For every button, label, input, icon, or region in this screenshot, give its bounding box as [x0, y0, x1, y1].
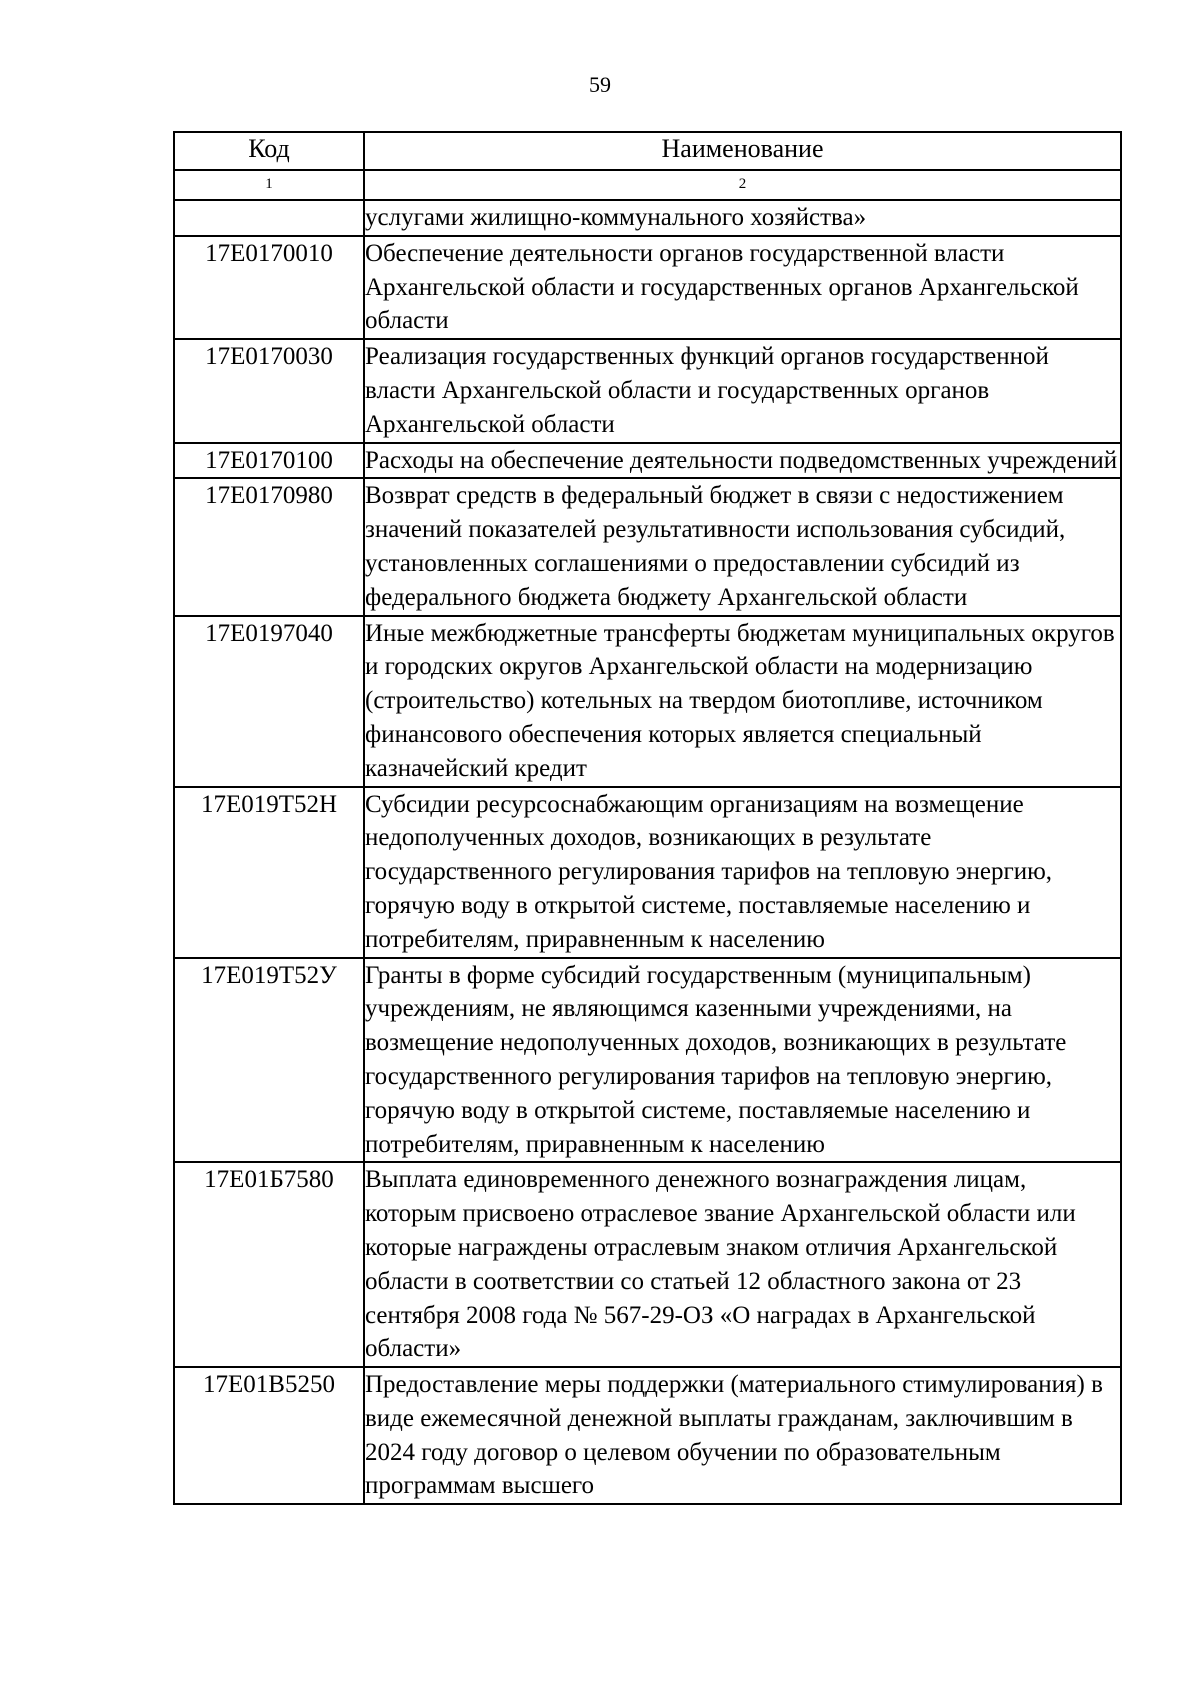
table-row [174, 443, 1121, 479]
row-code: 17Е0170010 [174, 236, 364, 339]
row-code: 17Е0170030 [174, 339, 364, 442]
row-code: 17Е0197040 [174, 616, 364, 787]
table-row [174, 478, 1121, 615]
row-code: 17Е0170100 [174, 443, 364, 479]
table-row [174, 616, 1121, 787]
table-header-row [174, 132, 1121, 170]
row-name: Возврат средств в федеральный бюджет в связи с недостижением значений показателей результативности использования субсидий, установленных соглашениями о предоставлении субсидий из федерального бюджета бюджету Архангельской области [364, 478, 1121, 615]
table-row [174, 1367, 1121, 1504]
table-row [174, 236, 1121, 339]
table-row [174, 787, 1121, 958]
row-code: 17Е019Т52Н [174, 787, 364, 958]
table-row [174, 1162, 1121, 1367]
table-row [174, 200, 1121, 236]
table-row [174, 339, 1121, 442]
row-name: Выплата единовременного денежного вознаграждения лицам, которым присвоено отраслевое звание Архангельской области или которые награждены отраслевым знаком отличия Архангельской области в соответствии со статьей 12 областного закона от 23 сентября 2008 года № 567-29-ОЗ «О наградах в Архангельской области» [364, 1162, 1121, 1367]
row-code: 17Е01В5250 [174, 1367, 364, 1504]
row-name: Гранты в форме субсидий государственным (муниципальным) учреждениям, не являющимся казенными учреждениями, на возмещение недополученных доходов, возникающих в результате государственного регулирования тарифов на тепловую энергию, горячую воду в открытой системе, поставляемые населению и потребителям, приравненным к населению [364, 958, 1121, 1163]
table-row [174, 958, 1121, 1163]
row-name: услугами жилищно-коммунального хозяйства» [364, 200, 1121, 236]
budget-codes-table [173, 131, 1122, 1505]
row-name: Субсидии ресурсоснабжающим организациям на возмещение недополученных доходов, возникающих в результате государственного регулирования тарифов на тепловую энергию, горячую воду в открытой системе, поставляемые населению и потребителям, приравненным к населению [364, 787, 1121, 958]
row-name: Иные межбюджетные трансферты бюджетам муниципальных округов и городских округов Архангельской области на модернизацию (строительство) котельных на твердом биотопливе, источником финансового обеспечения которых является специальный казначейский кредит [364, 616, 1121, 787]
row-name: Предоставление меры поддержки (материального стимулирования) в виде ежемесячной денежной выплаты гражданам, заключившим в 2024 году договор о целевом обучении по образовательным программам высшего [364, 1367, 1121, 1504]
header-name: Наименование [364, 132, 1121, 170]
column-number-2: 2 [364, 170, 1121, 200]
row-code: 17Е019Т52У [174, 958, 364, 1163]
row-name: Обеспечение деятельности органов государственной власти Архангельской области и государственных органов Архангельской области [364, 236, 1121, 339]
header-code: Код [174, 132, 364, 170]
page-number: 59 [589, 72, 611, 97]
column-number-row [174, 170, 1121, 200]
row-code [174, 200, 364, 236]
row-code: 17Е01Б7580 [174, 1162, 364, 1367]
row-code: 17Е0170980 [174, 478, 364, 615]
row-name: Расходы на обеспечение деятельности подведомственных учреждений [364, 443, 1121, 479]
column-number-1: 1 [174, 170, 364, 200]
row-name: Реализация государственных функций органов государственной власти Архангельской области и государственных органов Архангельской области [364, 339, 1121, 442]
